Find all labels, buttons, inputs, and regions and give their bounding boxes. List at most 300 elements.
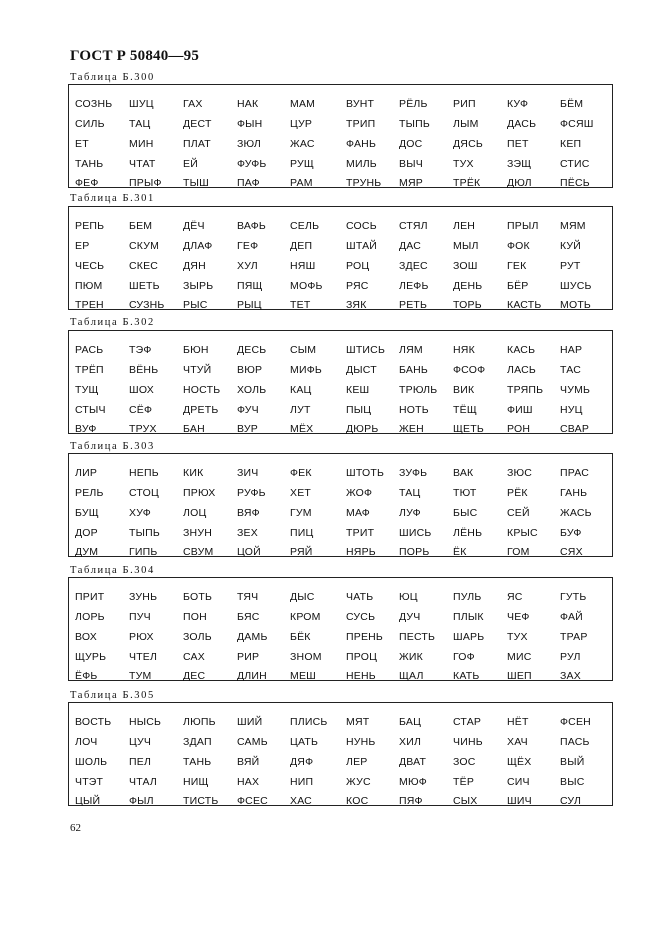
table-cell: ПРИТ	[75, 591, 105, 603]
table-cell: СЫМ	[290, 344, 317, 356]
table-cell: ЗДАП	[183, 736, 212, 748]
table-cell: ЧТУЙ	[183, 364, 212, 376]
table-cell: ТАНЬ	[75, 158, 104, 170]
table-cell: ДВАТ	[399, 756, 427, 768]
table-cell: ВЫЙ	[560, 756, 585, 768]
table-cell: ПЯЩ	[237, 280, 263, 292]
table-cell: ШЕП	[507, 670, 532, 682]
table-cell: ЦЫЙ	[75, 795, 101, 807]
table-cell: НОСТЬ	[183, 384, 221, 396]
table-cell: СВАР	[560, 423, 590, 435]
table-cell: ЧТАЛ	[129, 776, 157, 788]
table-cell: МЮФ	[399, 776, 427, 788]
table-cell: ЗЕХ	[237, 527, 258, 539]
table-cell: КОС	[346, 795, 369, 807]
table-cell: НЁТ	[507, 716, 529, 728]
table-cell: ТУХ	[507, 631, 528, 643]
table-title: Таблица Б.302	[70, 317, 155, 328]
table-cell: ФИШ	[507, 404, 533, 416]
table-cell: ФСЕС	[237, 795, 268, 807]
table-cell: РОН	[507, 423, 531, 435]
table-cell: КУФ	[507, 98, 529, 110]
table-cell: МИН	[129, 138, 154, 150]
table-cell: ЩУРЬ	[75, 651, 107, 663]
table-cell: ГУТЬ	[560, 591, 587, 603]
table-cell: ТЫПЬ	[399, 118, 430, 130]
table-cell: ВЁНЬ	[129, 364, 159, 376]
table-cell: ЧТЕЛ	[129, 651, 158, 663]
table-cell: ЗОШ	[453, 260, 478, 272]
table-cell: ТАС	[560, 364, 582, 376]
table-cell: КЕШ	[346, 384, 370, 396]
table-cell: ШТАЙ	[346, 240, 378, 252]
table-cell: ТЫПЬ	[129, 527, 160, 539]
table-cell: МАФ	[346, 507, 370, 519]
table-cell: ШТИСЬ	[346, 344, 386, 356]
table-cell: ШТОТЬ	[346, 467, 385, 479]
table-cell: ЧЕСЬ	[75, 260, 105, 272]
table-cell: ЛОРЬ	[75, 611, 105, 623]
table-cell: ДЮРЬ	[346, 423, 379, 435]
table-cell: ФСЯШ	[560, 118, 594, 130]
table-cell: ТРЁК	[453, 177, 481, 189]
table-cell: МЯР	[399, 177, 423, 189]
table-cell: РЕТЬ	[399, 299, 428, 311]
table-cell: ЧИНЬ	[453, 736, 483, 748]
table-cell: РЯС	[346, 280, 369, 292]
word-table	[68, 206, 613, 310]
table-cell: ЩАЛ	[399, 670, 424, 682]
table-cell: ТЁР	[453, 776, 475, 788]
table-cell: ТРАР	[560, 631, 588, 643]
table-cell: ДРЕТЬ	[183, 404, 219, 416]
table-cell: ТРИП	[346, 118, 376, 130]
table-title: Таблица Б.305	[70, 690, 155, 701]
table-cell: МОТЬ	[560, 299, 592, 311]
table-cell: НЯК	[453, 344, 475, 356]
table-cell: ДЮЛ	[507, 177, 532, 189]
table-cell: ДЯН	[183, 260, 206, 272]
table-cell: ПЁСЬ	[560, 177, 590, 189]
table-cell: ТРЯПЬ	[507, 384, 544, 396]
table-cell: ДЕНЬ	[453, 280, 483, 292]
table-cell: РЁЛЬ	[399, 98, 428, 110]
table-cell: ЦОЙ	[237, 546, 261, 558]
table-cell: ПЕСТЬ	[399, 631, 436, 643]
table-cell: ДЕП	[290, 240, 313, 252]
table-cell: ЗДЕС	[399, 260, 428, 272]
table-cell: ШИЙ	[237, 716, 263, 728]
table-title: Таблица Б.300	[70, 72, 155, 83]
table-cell: БАНЬ	[399, 364, 428, 376]
table-cell: ДЫСТ	[346, 364, 377, 376]
table-cell: ПОРЬ	[399, 546, 430, 558]
table-cell: ЛУФ	[399, 507, 421, 519]
table-cell: ЧАТЬ	[346, 591, 374, 603]
table-cell: ЁФЬ	[75, 670, 98, 682]
table-cell: ЛОЦ	[183, 507, 207, 519]
table-cell: ГОМ	[507, 546, 530, 558]
table-cell: ФЫЛ	[129, 795, 154, 807]
table-cell: ЛЕР	[346, 756, 368, 768]
table-cell: КИК	[183, 467, 204, 479]
table-title: Таблица Б.304	[70, 565, 155, 576]
table-cell: ЖУС	[346, 776, 371, 788]
table-cell: ТИСТЬ	[183, 795, 219, 807]
table-cell: ПИЦ	[290, 527, 314, 539]
table-cell: НИП	[290, 776, 314, 788]
table-cell: РЫЦ	[237, 299, 262, 311]
table-cell: ВЮР	[237, 364, 263, 376]
table-cell: ЗАХ	[560, 670, 581, 682]
table-cell: СТИС	[560, 158, 590, 170]
table-cell: ЗЭЩ	[507, 158, 532, 170]
table-cell: ДЕСЬ	[237, 344, 267, 356]
table-cell: БЕМ	[129, 220, 153, 232]
table-cell: ЛЮПЬ	[183, 716, 216, 728]
table-cell: ЧУМЬ	[560, 384, 591, 396]
table-cell: ДУМ	[75, 546, 99, 558]
table-cell: ТРЁП	[75, 364, 104, 376]
table-cell: СТЯЛ	[399, 220, 428, 232]
table-cell: ГУМ	[290, 507, 312, 519]
table-cell: ЖОФ	[346, 487, 373, 499]
table-cell: КАСЬ	[507, 344, 536, 356]
table-cell: ФАЙ	[560, 611, 583, 623]
table-cell: ХУЛ	[237, 260, 258, 272]
table-cell: ЛИР	[75, 467, 98, 479]
table-cell: ПРЮХ	[183, 487, 216, 499]
table-cell: РЫС	[183, 299, 208, 311]
table-cell: НЯШ	[290, 260, 316, 272]
table-cell: ВЯЙ	[237, 756, 260, 768]
table-cell: ДЛАФ	[183, 240, 213, 252]
table-cell: ГОФ	[453, 651, 475, 663]
table-cell: ШУЦ	[129, 98, 154, 110]
table-cell: ЛЕФЬ	[399, 280, 429, 292]
table-cell: ВАК	[453, 467, 474, 479]
table-cell: ПРАС	[560, 467, 590, 479]
document-header: ГОСТ Р 50840—95	[70, 48, 200, 64]
table-cell: ПОН	[183, 611, 207, 623]
table-cell: МЫЛ	[453, 240, 479, 252]
table-cell: ПУЧ	[129, 611, 151, 623]
table-cell: ШОХ	[129, 384, 154, 396]
table-cell: БЯС	[237, 611, 260, 623]
table-cell: СЯХ	[560, 546, 583, 558]
table-cell: ЧТАТ	[129, 158, 156, 170]
table-cell: ХАС	[290, 795, 312, 807]
table-cell: ТЯЧ	[237, 591, 259, 603]
table-cell: МОФЬ	[290, 280, 323, 292]
table-cell: ЛЕН	[453, 220, 476, 232]
table-cell: ВЫЧ	[399, 158, 423, 170]
table-cell: РЮХ	[129, 631, 154, 643]
table-cell: ТАЦ	[399, 487, 421, 499]
table-cell: ПРОЦ	[346, 651, 378, 663]
table-cell: ЛАСЬ	[507, 364, 536, 376]
table-cell: ЛЁНЬ	[453, 527, 483, 539]
table-cell: НЕНЬ	[346, 670, 376, 682]
table-cell: ЗУНЬ	[129, 591, 158, 603]
table-cell: ФЕФ	[75, 177, 99, 189]
table-cell: ШЕТЬ	[129, 280, 160, 292]
table-cell: СОЗНЬ	[75, 98, 113, 110]
table-cell: ЛУТ	[290, 404, 311, 416]
table-cell: КУЙ	[560, 240, 582, 252]
table-cell: ФЕК	[290, 467, 312, 479]
table-cell: ГЕК	[507, 260, 527, 272]
table-cell: ПРЫФ	[129, 177, 162, 189]
table-cell: КРЫС	[507, 527, 538, 539]
table-cell: ТРЕН	[75, 299, 104, 311]
table-cell: ЯС	[507, 591, 523, 603]
table-cell: НАР	[560, 344, 583, 356]
table-cell: ВУР	[237, 423, 258, 435]
table-cell: КРОМ	[290, 611, 321, 623]
table-cell: НОТЬ	[399, 404, 429, 416]
table-cell: ЗЮС	[507, 467, 533, 479]
table-cell: СУСЬ	[346, 611, 376, 623]
table-cell: БАЦ	[399, 716, 422, 728]
table-cell: СТАР	[453, 716, 482, 728]
table-cell: БЁК	[290, 631, 311, 643]
table-cell: ВЫС	[560, 776, 585, 788]
table-cell: НИЩ	[183, 776, 209, 788]
table-cell: ШОЛЬ	[75, 756, 108, 768]
table-cell: СЁФ	[129, 404, 153, 416]
table-cell: НАК	[237, 98, 259, 110]
table-cell: ДАС	[399, 240, 422, 252]
page-number: 62	[70, 822, 81, 834]
table-cell: КЕП	[560, 138, 582, 150]
table-cell: ЦУЧ	[129, 736, 152, 748]
table-cell: ПЕТ	[507, 138, 529, 150]
table-cell: ЗЮЛ	[237, 138, 261, 150]
table-cell: СИЧ	[507, 776, 530, 788]
table-cell: ЕТ	[75, 138, 89, 150]
table-cell: ДЛИН	[237, 670, 267, 682]
table-cell: РИР	[237, 651, 260, 663]
table-cell: ЗУФЬ	[399, 467, 428, 479]
table-cell: ТЮТ	[453, 487, 477, 499]
table-cell: СЫХ	[453, 795, 478, 807]
table-cell: ФСОФ	[453, 364, 486, 376]
table-cell: РАСЬ	[75, 344, 104, 356]
table-cell: РУФЬ	[237, 487, 266, 499]
table-cell: ТЭФ	[129, 344, 152, 356]
table-cell: ПЛЫК	[453, 611, 484, 623]
table-cell: РЯЙ	[290, 546, 313, 558]
table-cell: РЁК	[507, 487, 528, 499]
table-cell: ТУЩ	[75, 384, 99, 396]
table-cell: ВОХ	[75, 631, 97, 643]
table-cell: ХАЧ	[507, 736, 528, 748]
table-cell: ЁК	[453, 546, 467, 558]
table-cell: ТЁЩ	[453, 404, 477, 416]
table-cell: ЕЙ	[183, 158, 198, 170]
table-cell: БЁМ	[560, 98, 584, 110]
table-cell: МАМ	[290, 98, 316, 110]
table-cell: РИП	[453, 98, 476, 110]
table-cell: РУЩ	[290, 158, 314, 170]
table-cell: МЕШ	[290, 670, 316, 682]
table-cell: ДЕСТ	[183, 118, 212, 130]
table-cell: РАМ	[290, 177, 313, 189]
table-cell: ПЛИСЬ	[290, 716, 328, 728]
word-table	[68, 453, 613, 557]
table-cell: НАХ	[237, 776, 260, 788]
table-cell: ВУФ	[75, 423, 97, 435]
table-cell: ПАСЬ	[560, 736, 590, 748]
table-cell: ШУСЬ	[560, 280, 592, 292]
table-cell: ХОЛЬ	[237, 384, 267, 396]
table-cell: НЯРЬ	[346, 546, 376, 558]
table-cell: НУНЬ	[346, 736, 376, 748]
table-cell: ПРЕНЬ	[346, 631, 384, 643]
table-cell: ЛЫМ	[453, 118, 479, 130]
table-cell: ДЫС	[290, 591, 315, 603]
table-cell: БАН	[183, 423, 205, 435]
table-cell: МЯТ	[346, 716, 370, 728]
table-cell: ПРЫЛ	[507, 220, 539, 232]
table-cell: РЕЛЬ	[75, 487, 104, 499]
table-cell: ПЮМ	[75, 280, 103, 292]
table-cell: ТЕТ	[290, 299, 311, 311]
table-cell: ВУНТ	[346, 98, 375, 110]
table-cell: ТРУХ	[129, 423, 157, 435]
table-cell: ШИЧ	[507, 795, 532, 807]
table-cell: ФУФЬ	[237, 158, 267, 170]
table-cell: ТЫШ	[183, 177, 209, 189]
table-cell: ДОС	[399, 138, 423, 150]
table-cell: ХУФ	[129, 507, 151, 519]
table-cell: ДЁЧ	[183, 220, 205, 232]
table-cell: ВЯФ	[237, 507, 260, 519]
table-title: Таблица Б.303	[70, 441, 155, 452]
table-cell: ТАНЬ	[183, 756, 212, 768]
table-cell: ЖАСЬ	[560, 507, 592, 519]
table-cell: БУФ	[560, 527, 582, 539]
table-cell: ЗЯК	[346, 299, 367, 311]
table-cell: ТАЦ	[129, 118, 151, 130]
table-cell: ЖИК	[399, 651, 423, 663]
table-cell: ТОРЬ	[453, 299, 482, 311]
table-cell: РУЛ	[560, 651, 581, 663]
table-cell: ВАФЬ	[237, 220, 266, 232]
table-cell: ЗИЧ	[237, 467, 259, 479]
table-cell: КАТЬ	[453, 670, 480, 682]
table-cell: ПУЛЬ	[453, 591, 482, 603]
table-cell: ЧЕФ	[507, 611, 530, 623]
table-cell: ЗЫРЬ	[183, 280, 214, 292]
table-cell: ЩЕТЬ	[453, 423, 484, 435]
table-cell: БЮН	[183, 344, 209, 356]
table-cell: КАЦ	[290, 384, 312, 396]
table-cell: ФСЕН	[560, 716, 591, 728]
table-cell: СКЕС	[129, 260, 159, 272]
table-cell: НЫСЬ	[129, 716, 162, 728]
table-cell: СИЛЬ	[75, 118, 105, 130]
table-cell: ЧТЭТ	[75, 776, 104, 788]
table-cell: ПЯФ	[399, 795, 423, 807]
table-cell: РУТ	[560, 260, 581, 272]
table-cell: БЫС	[453, 507, 478, 519]
table-cell: СЕЙ	[507, 507, 530, 519]
table-cell: ЖАС	[290, 138, 315, 150]
table-cell: ДЕС	[183, 670, 206, 682]
table-cell: ДЯСЬ	[453, 138, 483, 150]
table-cell: ДАМЬ	[237, 631, 268, 643]
table-cell: СВУМ	[183, 546, 214, 558]
table-cell: НЕПЬ	[129, 467, 159, 479]
table-cell: ПЫЦ	[346, 404, 372, 416]
table-cell: БУЩ	[75, 507, 99, 519]
word-table	[68, 702, 613, 806]
table-cell: ПЛАТ	[183, 138, 211, 150]
table-cell: ЮЦ	[399, 591, 418, 603]
table-cell: СОСЬ	[346, 220, 377, 232]
table-cell: САХ	[183, 651, 205, 663]
table-cell: ПАФ	[237, 177, 260, 189]
table-cell: САМЬ	[237, 736, 268, 748]
table-cell: ЦАТЬ	[290, 736, 319, 748]
table-cell: СУЗНЬ	[129, 299, 165, 311]
table-cell: СТЫЧ	[75, 404, 106, 416]
table-cell: ТРЮЛЬ	[399, 384, 438, 396]
table-cell: ЛОЧ	[75, 736, 98, 748]
table-cell: ФАНЬ	[346, 138, 377, 150]
table-cell: МЁХ	[290, 423, 314, 435]
table-cell: ВОСТЬ	[75, 716, 112, 728]
table-cell: СТОЦ	[129, 487, 159, 499]
table-cell: ТУХ	[453, 158, 474, 170]
table-cell: РЕПЬ	[75, 220, 105, 232]
table-cell: ТУМ	[129, 670, 152, 682]
word-table	[68, 84, 613, 188]
table-cell: ХЕТ	[290, 487, 312, 499]
table-cell: ДОР	[75, 527, 98, 539]
table-cell: МЯМ	[560, 220, 586, 232]
table-cell: ГАХ	[183, 98, 203, 110]
table-cell: СУЛ	[560, 795, 582, 807]
table-cell: ФОК	[507, 240, 530, 252]
table-cell: ДАСЬ	[507, 118, 537, 130]
table-cell: ЩЁХ	[507, 756, 532, 768]
table-cell: НУЦ	[560, 404, 583, 416]
table-cell: ХИЛ	[399, 736, 422, 748]
table-cell: ЦУР	[290, 118, 313, 130]
table-cell: ЖЕН	[399, 423, 424, 435]
table-cell: ДУЧ	[399, 611, 421, 623]
table-cell: ЗОЛЬ	[183, 631, 212, 643]
table-cell: ВИК	[453, 384, 475, 396]
table-cell: МИЛЬ	[346, 158, 377, 170]
table-cell: ЗНУН	[183, 527, 212, 539]
word-table	[68, 577, 613, 681]
table-cell: СКУМ	[129, 240, 160, 252]
table-cell: БЁР	[507, 280, 529, 292]
table-cell: ЗНОМ	[290, 651, 322, 663]
table-cell: МИФЬ	[290, 364, 322, 376]
table-cell: ГЕФ	[237, 240, 259, 252]
table-cell: ГАНЬ	[560, 487, 588, 499]
table-cell: ФУЧ	[237, 404, 259, 416]
table-cell: ФЫН	[237, 118, 263, 130]
table-cell: ПЕЛ	[129, 756, 152, 768]
table-cell: ГИПЬ	[129, 546, 158, 558]
table-cell: СЕЛЬ	[290, 220, 320, 232]
